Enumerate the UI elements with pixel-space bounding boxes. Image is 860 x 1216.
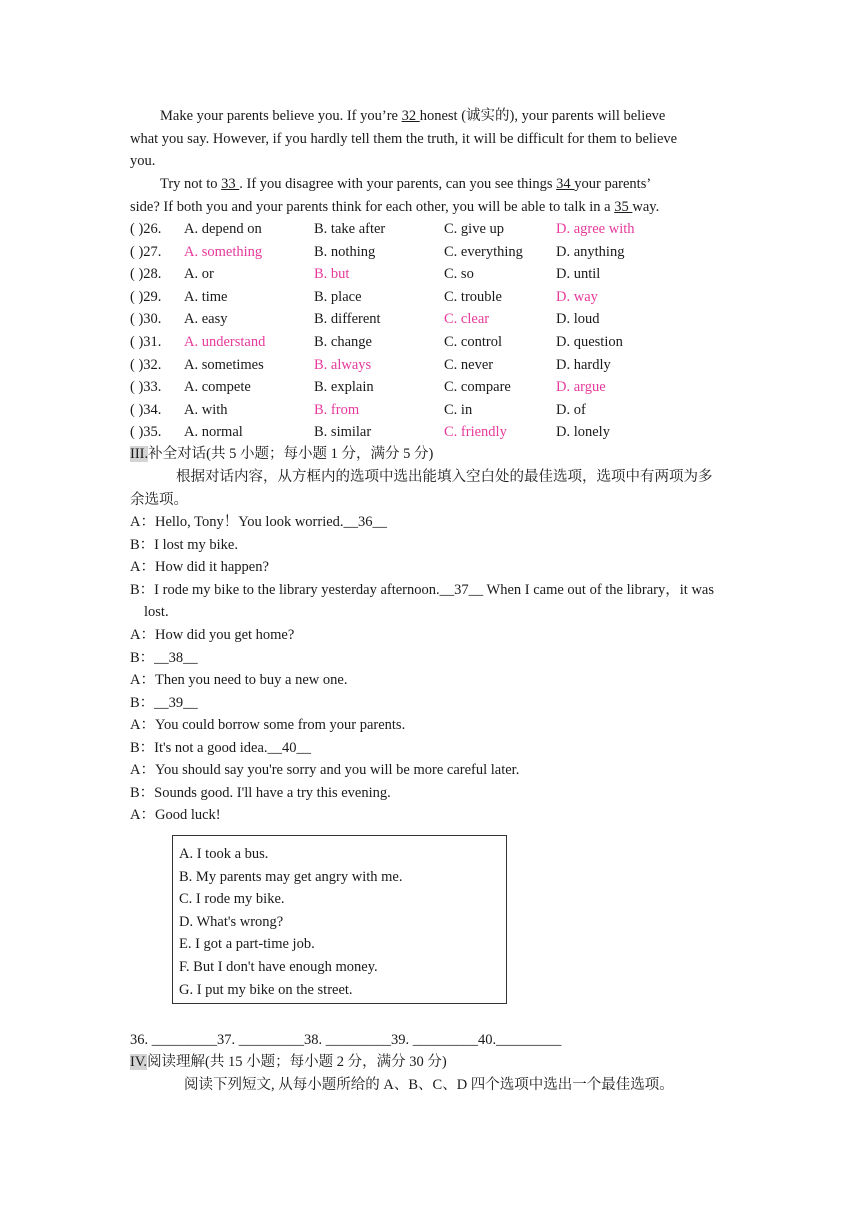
section-number: IV. <box>130 1054 148 1070</box>
question-number: ( )26. <box>130 221 162 237</box>
dialogue-line: B：I rode my bike to the library yesterday afternoon.__37__ When I came out of the library，it was <box>130 582 714 598</box>
option-b: B. place <box>314 288 362 305</box>
passage-text: Make your parents believe you. If you’re <box>160 108 402 124</box>
blank-34: 34 <box>556 176 575 192</box>
section-title: 补全对话(共 5 小题；每小题 1 分，满分 5 分) <box>148 446 434 462</box>
dialogue-option: C. I rode my bike. <box>179 891 285 908</box>
section-4-instruction: 阅读下列短文, 从每小题所给的 A、B、C、D 四个选项中选出一个最佳选项。 <box>184 1077 674 1093</box>
option-d: D. anything <box>556 243 625 260</box>
option-d: D. until <box>556 266 601 283</box>
option-b: B. different <box>314 311 381 328</box>
question-number: ( )30. <box>130 311 162 328</box>
section-4-heading <box>130 1052 447 1072</box>
option-c: C. compare <box>444 379 511 396</box>
option-b: B. take after <box>314 221 386 237</box>
dialogue-line: A：How did it happen? <box>130 559 269 575</box>
section-3-instruction: 根据对话内容，从方框内的选项中选出能填入空白处的最佳选项，选项中有两项为多 <box>176 469 713 485</box>
option-c: C. friendly <box>444 424 507 441</box>
blank-33: 33 <box>221 176 240 192</box>
dialogue-line: A：How did you get home? <box>130 627 295 643</box>
passage-text: way. <box>632 199 660 215</box>
passage-line-3: you. <box>130 153 156 169</box>
option-a: A. something <box>184 243 263 260</box>
option-b: B. from <box>314 401 360 418</box>
question-number: ( )28. <box>130 266 162 283</box>
section-3-heading <box>130 444 433 464</box>
option-b: B. nothing <box>314 243 376 260</box>
dialogue-line: A：You could borrow some from your parents. <box>130 717 406 733</box>
option-b: B. explain <box>314 379 374 396</box>
dialogue-option: G. I put my bike on the street. <box>179 981 353 998</box>
option-d: D. lonely <box>556 424 610 441</box>
option-a: A. understand <box>184 334 266 350</box>
dialogue-line: B：It's not a good idea.__40__ <box>130 740 312 756</box>
option-d: D. agree with <box>556 221 635 237</box>
passage-text: honest (诚实的), your parents will believe <box>419 108 666 124</box>
option-c: C. so <box>444 266 474 283</box>
passage-text: Try not to <box>160 176 222 192</box>
question-number: ( )27. <box>130 243 162 260</box>
dialogue-line: A：Good luck! <box>130 807 221 823</box>
option-a: A. sometimes <box>184 356 264 373</box>
option-a: A. or <box>184 266 214 283</box>
question-number: ( )34. <box>130 401 162 418</box>
dialogue-line: B：I lost my bike. <box>130 537 238 553</box>
option-d: D. way <box>556 288 598 305</box>
answer-line: 36. _________37. _________38. _________39. _________40._________ <box>130 1032 562 1048</box>
option-a: A. normal <box>184 424 243 441</box>
option-a: A. with <box>184 401 228 418</box>
section-3-instruction-cont: 余选项。 <box>130 492 188 508</box>
passage-text: your parents’ <box>574 176 652 192</box>
dialogue-option: F. But I don't have enough money. <box>179 959 378 975</box>
blank-35: 35 <box>614 199 633 215</box>
option-b: B. change <box>314 334 372 350</box>
option-a: A. time <box>184 288 228 305</box>
section-title: 阅读理解(共 15 小题；每小题 2 分，满分 30 分) <box>147 1054 447 1070</box>
dialogue-line: B：Sounds good. I'll have a try this evening. <box>130 785 391 801</box>
question-number: ( )31. <box>130 334 162 350</box>
dialogue-line: B：__38__ <box>130 650 198 666</box>
option-d: D. question <box>556 334 623 350</box>
option-c: C. everything <box>444 243 523 260</box>
section-number: III. <box>130 446 149 462</box>
option-b: B. but <box>314 266 350 283</box>
options-box <box>172 835 507 1004</box>
passage-line-2: what you say. However, if you hardly tell them the truth, it will be difficult for them to believe <box>130 131 678 147</box>
question-number: ( )33. <box>130 379 162 396</box>
dialogue-line: A：Then you need to buy a new one. <box>130 672 348 688</box>
question-number: ( )32. <box>130 356 162 373</box>
option-c: C. give up <box>444 221 505 237</box>
passage-line-5 <box>130 197 659 217</box>
dialogue-option: A. I took a bus. <box>179 846 269 862</box>
dialogue-option: E. I got a part-time job. <box>179 936 315 953</box>
option-a: A. compete <box>184 379 251 396</box>
question-number: ( )29. <box>130 288 162 305</box>
option-d: D. argue <box>556 379 606 396</box>
option-d: D. hardly <box>556 356 611 373</box>
dialogue-line: B：__39__ <box>130 695 198 711</box>
option-c: C. control <box>444 334 502 350</box>
option-b: B. always <box>314 356 372 373</box>
option-c: C. clear <box>444 311 490 328</box>
blank-32: 32 <box>401 108 420 124</box>
dialogue-option: B. My parents may get angry with me. <box>179 868 403 885</box>
question-number: ( )35. <box>130 424 162 441</box>
dialogue-line: A：You should say you're sorry and you will be more careful later. <box>130 762 520 778</box>
option-c: C. trouble <box>444 288 502 305</box>
passage-text: side? If both you and your parents think for each other, you will be able to talk in a <box>130 199 615 215</box>
dialogue-line: A：Hello, Tony！You look worried.__36__ <box>130 514 388 530</box>
dialogue-line: lost. <box>144 604 169 620</box>
option-d: D. loud <box>556 311 600 328</box>
option-b: B. similar <box>314 424 372 441</box>
option-c: C. never <box>444 356 494 373</box>
dialogue-option: D. What's wrong? <box>179 913 284 930</box>
option-a: A. easy <box>184 311 228 328</box>
passage-text: . If you disagree with your parents, can you see things <box>239 176 557 192</box>
option-a: A. depend on <box>184 221 262 237</box>
option-c: C. in <box>444 401 473 418</box>
passage-line-4 <box>160 174 651 194</box>
option-d: D. of <box>556 401 586 418</box>
passage-line-1 <box>160 106 665 126</box>
